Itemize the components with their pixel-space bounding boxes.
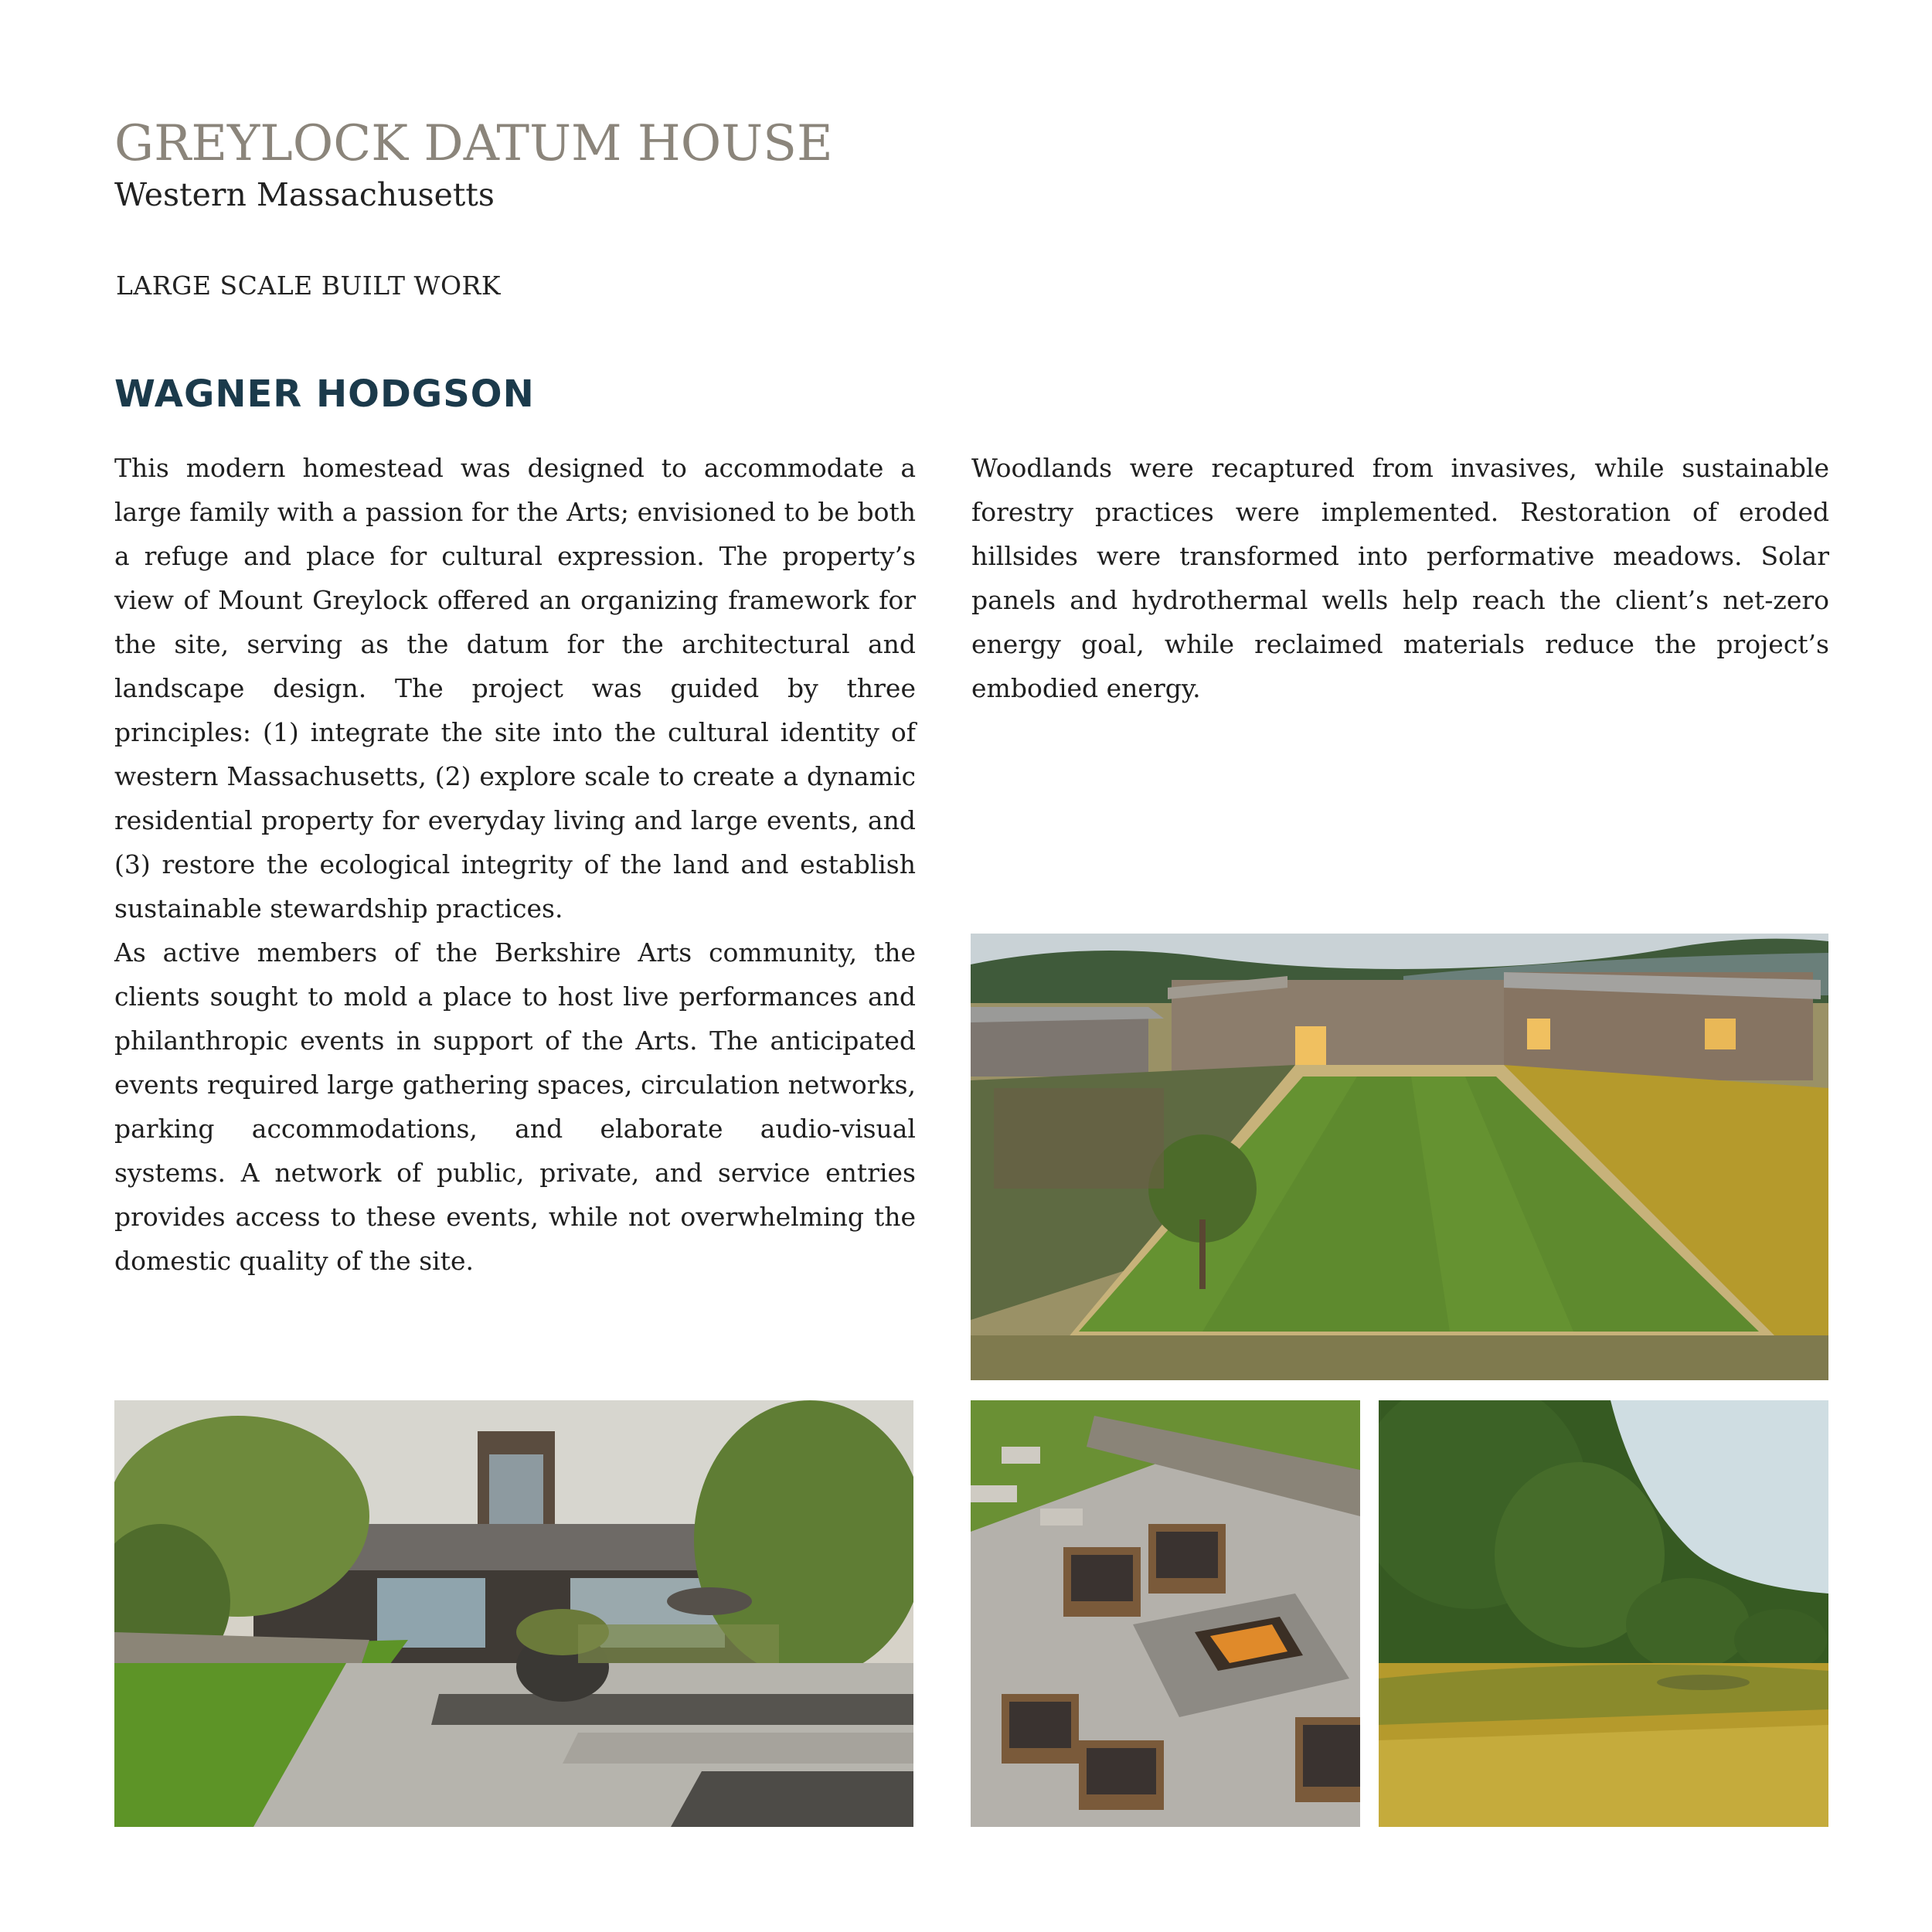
body-paragraph-events: As active members of the Berkshire Arts community, the clients sought to mold a place to host live performances and philanthropic events in support of the Arts. The anticipated events required large gathering spaces, circulation networks, parking accommodations, and elaborate audio-visual systems. A network of public, private, and service entries provides access to these events, while not overwhelming the domestic quality of the site. (114, 937, 916, 1276)
page-title: GREYLOCK DATUM HOUSE (114, 115, 833, 172)
firepit-terrace-photo (971, 1400, 1360, 1827)
aerial-lawn-photo (971, 934, 1828, 1380)
courtyard-entry-photo (114, 1400, 913, 1827)
firm-name: WAGNER HODGSON (114, 372, 535, 416)
meadow-woodland-photo (1379, 1400, 1828, 1827)
category-label: LARGE SCALE BUILT WORK (116, 270, 502, 301)
location-subtitle: Western Massachusetts (114, 176, 495, 213)
body-paragraph-ecology: Woodlands were recaptured from invasives, while sustainable forestry practices were implemented. Restoration of eroded hillsides were transformed into performative meadows. Solar panels and hydrothermal wells help reach the client’s net-zero energy goal, while reclaimed materials reduce the project’s embodied energy. (971, 453, 1829, 703)
body-paragraph-intro: This modern homestead was designed to accommodate a large family with a passion for the Arts; envisioned to be both a refuge and place for cultural expression. The property’s view of Mount Greylock offered an organizing framework for the site, serving as the datum for the architectural and landscape design. The project was guided by three principles: (1) integrate the site into the cultural identity of western Massachusetts, (2) explore scale to create a dynamic residential property for everyday living and large events, and (3) restore the ecological integrity of the land and establish sustainable stewardship practices. (114, 453, 916, 923)
